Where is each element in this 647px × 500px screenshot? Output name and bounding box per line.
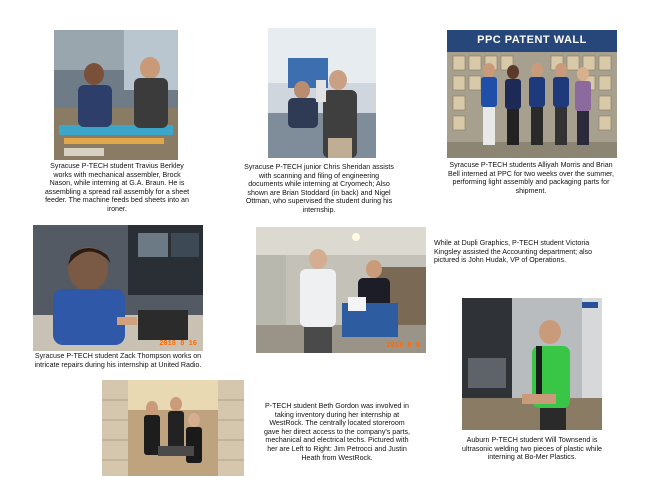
photo-thompson-united-radio bbox=[33, 225, 203, 351]
photo-berkley-ga-braun bbox=[54, 30, 178, 160]
photo-sheridan-cryomech bbox=[268, 28, 376, 158]
photo-gordon-westrock bbox=[102, 380, 244, 476]
thompson-date-stamp: 2018 8 16 bbox=[159, 340, 197, 348]
caption-sheridan: Syracuse P-TECH junior Chris Sheridan assists with scanning and filing of engineering documents while interning at Cryomech; Also shown are Brian Stoddard (in back) and Nigel Ottman, who supervised the student during his internship. bbox=[244, 163, 394, 214]
caption-berkley: Syracuse P-TECH student Travius Berkley works with mechanical assembler, Brock Nason, while interning at G.A. Braun. He is assembling a spread rail assembly for a sheet feeder. The machine feeds bed sheets into an ironer. bbox=[44, 162, 190, 213]
caption-gordon: P-TECH student Beth Gordon was involved in taking inventory during her internship at WestRock. The centrally located storeroom gave her direct access to the company's parts, mechanical and electrical techs. Pictured with her are Left to Right: Jim Petrocci and Justin Heath from WestRock. bbox=[263, 402, 411, 462]
ppc-sign-text: PPC PATENT WALL bbox=[477, 34, 587, 46]
caption-kingsley: While at Dupli Graphics, P-TECH student Victoria Kingsley assisted the Accounting department; also pictured is John Hudak, VP of Operations. bbox=[434, 239, 593, 265]
kingsley-date-stamp: 2018 8 8 bbox=[386, 342, 420, 350]
caption-morris: Syracuse P-TECH students Alliyah Morris and Brian Bell interned at PPC for two weeks over the summer, performing light assembly and packaging parts for shipment. bbox=[448, 161, 614, 195]
photo-townsend-bo-mer bbox=[462, 298, 602, 430]
photo-kingsley-dupli-graphics bbox=[256, 227, 426, 353]
caption-townsend: Auburn P-TECH student Will Townsend is ultrasonic welding two pieces of plastic while interning at Bo-Mer Plastics. bbox=[462, 436, 602, 462]
photo-morris-ppc bbox=[447, 30, 617, 158]
caption-thompson: Syracuse P-TECH student Zack Thompson works on intricate repairs during his internship at United Radio. bbox=[34, 352, 202, 369]
